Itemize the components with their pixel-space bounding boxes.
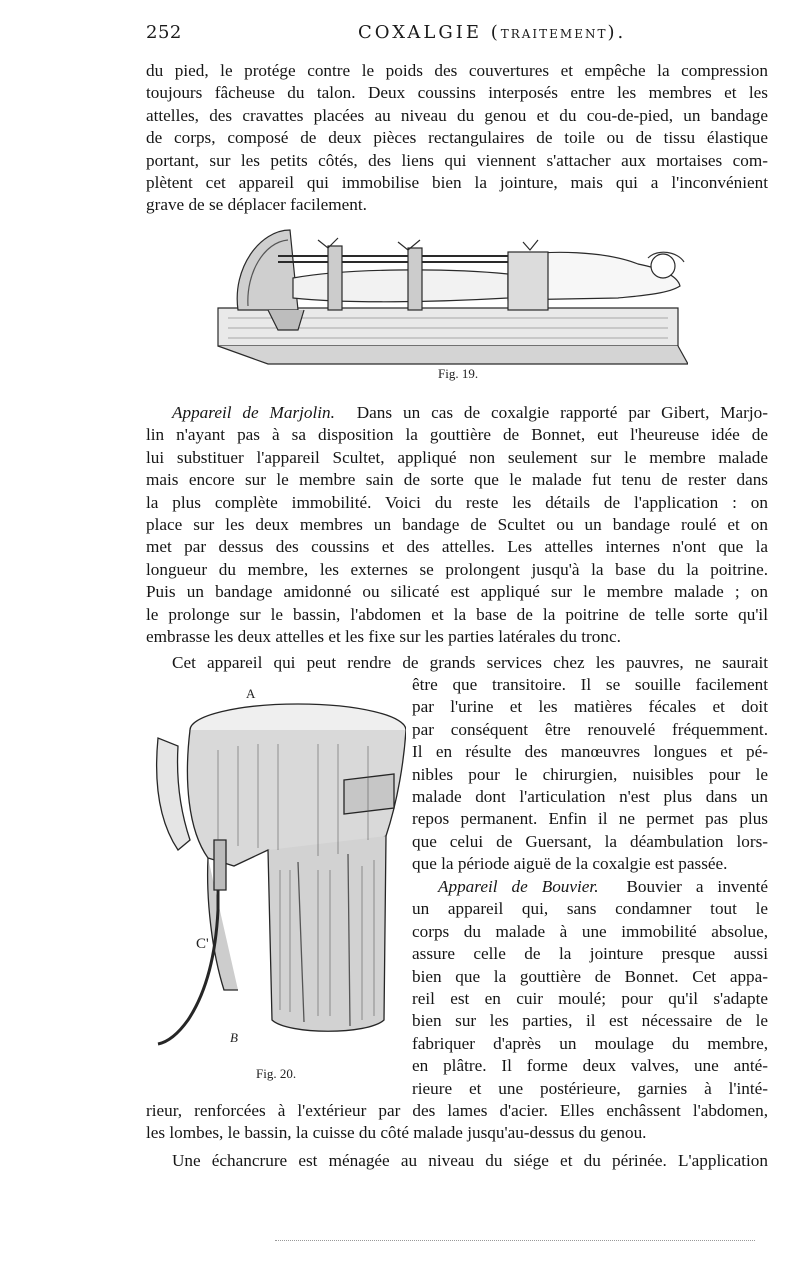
text-line: rieure et une postérieure, garnies à l'inté- <box>412 1078 768 1098</box>
text-line: de corps, composé de deux pièces rectangulaires de toile ou de tissu élastique <box>146 128 768 148</box>
text-line: bien que la gouttière de Bonnet. Cet appa- <box>412 966 768 986</box>
text-line: mais encore sur le membre sain de sorte que le malade fut tenu de rester dans <box>146 470 768 490</box>
text-line: le prolonge sur le bassin, l'abdomen et la base de la poitrine de telle sorte qu'il <box>146 604 768 624</box>
text-line: lin n'ayant pas à sa disposition la gouttière de Bonnet, eut l'heureuse idée de <box>146 425 768 445</box>
text-line: en plâtre. Il forme deux valves, une anté- <box>412 1056 768 1076</box>
text-line: rieur, renforcées à l'extérieur par des lames d'acier. Elles enchâssent l'abdomen, <box>146 1101 768 1120</box>
text-line: par l'urine et les matières fécales et doit <box>412 697 768 717</box>
text-line: place sur les deux membres un bandage de Scultet ou un bandage roulé et on <box>146 515 768 535</box>
paragraph-4-side <box>412 876 768 1100</box>
text-line: corps du malade à une immobilité absolue, <box>412 921 768 941</box>
section-heading: Appareil de Bouvier. <box>438 877 599 896</box>
text-line: malade dont l'articulation n'est plus dans un <box>412 787 768 807</box>
paragraph-5 <box>146 1150 768 1172</box>
text-line: Appareil de Bouvier. Bouvier a inventé <box>438 877 768 896</box>
text-line: Appareil de Marjolin. Dans un cas de coxalgie rapporté par Gibert, Marjo- <box>172 403 768 422</box>
text-line: les lombes, le bassin, la cuisse du côté malade jusqu'au-dessus du genou. <box>146 1123 647 1143</box>
paragraph-2 <box>146 402 768 648</box>
text-line: que celui de Guersant, la déambulation lors- <box>412 831 768 851</box>
text-line: attelles, des cravattes placées au niveau du genou et du cou-de-pied, un bandage <box>146 105 768 125</box>
page-number: 252 <box>146 22 182 43</box>
running-title: COXALGIE (TRAITEMENT). <box>358 22 627 43</box>
text-line: embrasse les deux attelles et les fixe sur les parties latérales du tronc. <box>146 627 621 647</box>
figure-20-label-b: B <box>230 1030 238 1045</box>
text-line: du pied, le protége contre le poids des couvertures et empêche la compression <box>146 61 768 80</box>
figure-19-engraving <box>208 218 688 376</box>
text-line: Cet appareil qui peut rendre de grands services chez les pauvres, ne saurait <box>172 653 768 672</box>
text-line: longueur du membre, les externes se prolongent jusqu'à la base du la poitrine. <box>146 559 768 579</box>
text-line: grave de se déplacer facilement. <box>146 195 367 215</box>
paragraph-3-side <box>412 674 768 876</box>
text-line: être que transitoire. Il se souille facilement <box>412 675 768 694</box>
figure-19-caption: Fig. 19. <box>438 366 479 381</box>
text-line: que la période aiguë de la coxalgie est passée. <box>412 854 728 874</box>
section-heading: Appareil de Marjolin. <box>172 403 335 422</box>
text-line: repos permanent. Enfin il ne permet pas plus <box>412 809 768 829</box>
figure-20-engraving <box>148 690 406 1055</box>
running-header <box>146 22 768 50</box>
paragraph-1 <box>146 60 768 217</box>
text-line: portant, sur les petits côtés, des liens qui viennent s'attacher aux mortaises com- <box>146 150 768 170</box>
text-line: Puis un bandage amidonné ou silicaté est appliqué sur le membre malade ; on <box>146 582 768 602</box>
text-line: fabriquer d'après un moulage du membre, <box>412 1033 768 1053</box>
text-line: reil est en cuir moulé; pour qu'il s'adapte <box>412 989 768 1009</box>
text-line: un appareil qui, sans condamner tout le <box>412 899 768 919</box>
figure-20-label-c: C' <box>196 936 209 952</box>
paragraph-3-lead <box>146 652 768 674</box>
text-line: par conséquent être renouvelé fréquemment. <box>412 719 768 739</box>
text-line: met par dessus des coussins et des attelles. Les attelles internes n'ont que la <box>146 537 768 557</box>
text-line: Une échancrure est ménagée au niveau du siége et du périnée. L'application <box>172 1151 768 1170</box>
text-line: assure celle de la jointure presque aussi <box>412 944 768 964</box>
bottom-rule <box>275 1240 755 1241</box>
text-line: plètent cet appareil qui immobilise bien la jointure, mais qui a l'inconvénient <box>146 173 768 193</box>
text-line: lui substituer l'appareil Scultet, appliqué non seulement sur le membre malade <box>146 447 768 467</box>
text-line: la plus complète immobilité. Voici du reste les détails de l'application : on <box>146 492 768 512</box>
text-line: toujours fâcheuse du talon. Deux coussins interposés entre les membres et les <box>146 83 768 103</box>
text-line: nibles pour le chirurgien, nuisibles pour le <box>412 764 768 784</box>
text-line: Il en résulte des manœuvres longues et pé- <box>412 742 768 762</box>
figure-20-caption: Fig. 20. <box>256 1066 297 1081</box>
text-line: bien sur les parties, il est nécessaire de le <box>412 1011 768 1031</box>
figure-20-label-a: A <box>246 686 256 701</box>
paragraph-4-full <box>146 1100 768 1145</box>
